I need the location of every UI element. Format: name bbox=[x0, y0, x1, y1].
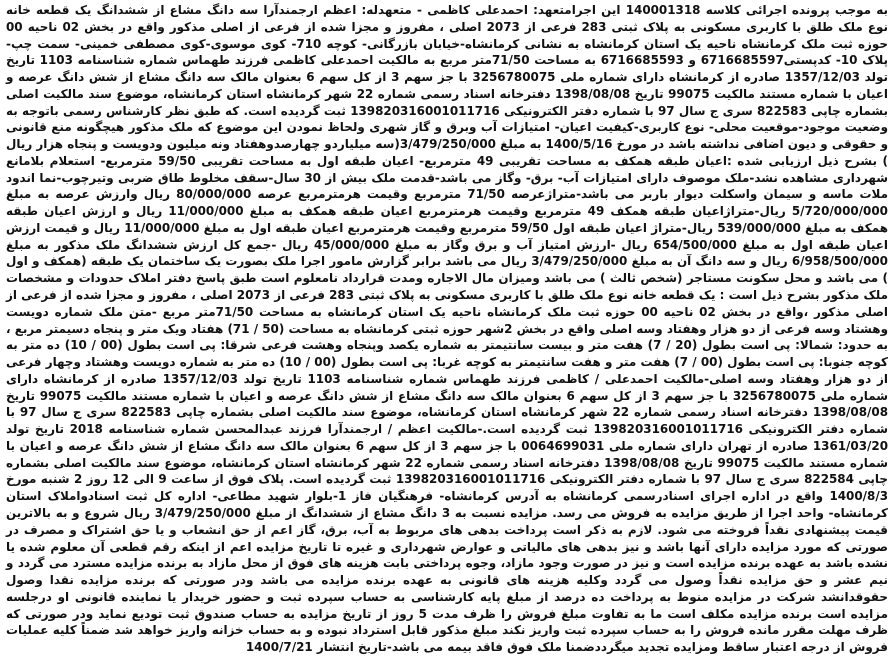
auction-notice-text: به موجب پرونده اجرائی کلاسه 140001318 این اجرامتعهد: احمدعلی کاظمی - متعهدله: اعظم ارجمندآرا سه دانگ مشاع از ششدانگ یک قطعه خانه نوع ملک طلق با کاربری مسکونی به پلاک ثبتی 283 فرعی از 2073 اصلی ، مفروز و مجزا شده از فرعی از اصلی مذکور واقع در بخش 02 ناحیه 00 حوزه ثبت ملک کرمانشاه ناحیه یک استان کرمانشاه به نشانی کرمانشاه-خیابان بازرگانی- کوچه 710- کوی موسوی-کوی مصطفی خمینی- سمت چپ- پلاک 10- کدپستی6716685597 و 6716685593 به مساحت 71/50متر مربع به مالکیت احمدعلی کاظمی فرزند طهماس شماره شناسنامه 1103 تاریخ تولد 1357/12/03 صادره از کرمانشاه دارای شماره ملی 3256780075 با جز سهم 3 از کل سهم 6 بعنوان مالک سه دانگ مشاع از شش دانگ عرصه و اعیان با شماره مستند مالکیت 99075 تاریخ 1398/08/08 دفترخانه اسناد رسمی شماره 22 شهر کرمانشاه استان کرمانشاه، موضوع سند مالکیت اصلی بشماره چاپی 822583 سری ج سال 97 با شماره دفتر الکترونیکی 139820316001011716 ثبت گردیده است. که طبق نظر کارشناس رسمی باتوجه به وضعیت موجود-موقعیت محلی- نوع کاربری-کیفیت اعیان- امتیازات آب وبرق و گاز شهری ولحاظ نمودن این موضوع که ملک مذکور هیچگونه منع قانونی و حقوقی و دیون اضافی نداشته باشد در مورخ 1400/5/16 به مبلغ 3/479/250/000(سه میلیاردو چهارصدوهفتاد ونه میلیون ودویست و پنجاه هزار ریال ) بشرح ذیل ارزیابی شده :اعیان طبقه همکف به مساحت تقریبی 49 مترمربع- اعیان طبقه اول به مساحت تقریبی 59/50 مترمربع- استعلام بلامانع شهرداری مشاهده نشد-ملک موصوف دارای امتیازات آب- برق- وگاز می باشد-قدمت ملک بیش از 30 سال-سقف مخلوط طاق ضربی وتیرچوب-نما اندود ملات ماسه و سیمان واسکلت دیوار باربر می باشد-متراژعرصه 71/50 مترمربع وقیمت هرمترمربع عرصه 80/000/000 ریال وارزش عرصه به مبلغ 5/720/000/000 ریال-متراژاعیان طبقه همکف 49 مترمربع وقیمت هرمترمربع اعیان طبقه همکف به مبلغ 11/000/000 ریال و ارزش اعیان طبقه همکف به مبلغ 539/000/000 ریال-متراژ اعیان طبقه اول 59/50 مترمربع وقیمت هرمترمربع اعیان طبقه اول به مبلغ 11/000/000 ریال و قیمت ارزش اعیان طبقه اول به مبلغ 654/500/000 ریال -ارزش امتیاز آب و برق وگاز به مبلغ 45/000/000 ریال -جمع کل ارزش ششدانگ ملک مذکور به مبلغ 6/958/500/000 ریال و سه دانگ آن به مبلغ 3/479/250/000 ریال می باشد برابر گزارش مامور اجرا ملک بصورت یک ساختمان یک طبقه (همکف و اول ) می باشد و محل سکونت مستاجر (شخص ثالث ) می باشد ومیزان مال الاجاره ومدت قرارداد نامعلوم است طبق پاسخ دفتر املاک حدودات و مشخصات ملک مذکور بشرح ذیل است : یک قطعه خانه نوع ملک طلق با کاربری مسکونی به پلاک ثبتی 283 فرعی از 2073 اصلی ، مفروز و مجزا شده از فرعی از اصلی مذکور ،واقع در بخش 02 ناحیه 00 حوزه ثبت ملک کرمانشاه ناحیه یک استان کرمانشاه به مساحت 71/50متر مربع -متن ملک شماره دویست وهشتاد وسه فرعی از دو هزار وهفتاد وسه اصلی واقع در بخش 2شهر حوزه ثبتی کرمانشاه به مساحت (50 / 71) هفتاد ویک متر و پنجاه دسیمتر مربع ، به حدود: شمالا: پی است بطول (20 / 7) هفت متر و بیست سانتیمتر به شماره یکصد وپنجاه وهشت فرعی شرقا: پی است بطول (00 / 10) ده متر به کوچه جنوبا: پی است بطول (00 / 7) هفت متر و هفت سانتیمتر به کوچه غربا: پی است بطول (00 / 10) ده متر به شماره دویست وهشتاد وچهار فرعی از دو هزار وهفتاد وسه اصلی-مالکیت احمدعلی / کاظمی فرزند طهماس شماره شناسنامه 1103 تاریخ تولد 1357/12/03 صادره از کرمانشاه دارای شماره ملی 3256780075 با جز سهم 3 از کل سهم 6 بعنوان مالک سه دانگ مشاع از شش دانگ عرصه و اعیان با شماره مستند مالکیت 99075 تاریخ 1398/08/08 دفترخانه اسناد رسمی شماره 22 شهر کرمانشاه استان کرمانشاه، موضوع سند مالکیت اصلی بشماره چاپی 822583 سری ج سال 97 با شماره دفتر الکترونیکی 139820316001011716 ثبت گردیده است.-مالکیت اعظم / ارجمندآرا فرزند عبدالمحسن شماره شناسنامه 2018 تاریخ تولد 1361/03/20 صادره از تهران دارای شماره ملی 0064699031 با جز سهم 3 از کل سهم 6 بعنوان مالک سه دانگ مشاع از شش دانگ عرصه و اعیان با شماره مستند مالکیت 99075 تاریخ 1398/08/08 دفترخانه اسناد رسمی شماره 22 شهر کرمانشاه استان کرمانشاه، موضوع سند مالکیت اصلی بشماره چاپی 822584 سری ج سال 97 با شماره دفتر الکترونیکی 139820316001011716 ثبت گردیده است. پلاک فوق از ساعت 9 الی 12 روز 2 شنبه مورخ 1400/8/3 واقع در اداره اجرای اسنادرسمی کرمانشاه به آدرس کرمانشاه- فرهنگیان فاز 1-بلوار شهید مطاعی- اداره کل ثبت اسنادواملاک استان کرمانشاه- واحد اجرا از طریق مزایده به فروش می رسد. مزایده نسبت به 3 دانگ مشاع از ششدانگ از مبلغ 3/479/250/000 ریال شروع و به بالاترین قیمت پیشنهادی نقداً فروخته می شود. لازم به ذکر است پرداخت بدهی های مربوط به آب، برق، گاز اعم از حق انشعاب و یا حق اشتراک و مصرف در صورتی که مورد مزایده دارای آنها باشد و نیز بدهی های مالیاتی و عوارض شهرداری و غیره تا تاریخ مزایده اعم از اینکه رقم قطعی آن معلوم شده یا نشده باشد به عهده برنده مزایده است و نیز در صورت وجود مازاد، وجوه پرداختی بابت هزینه های فوق از محل مازاد به برنده مزایده مسترد می گردد و نیم عشر و حق مزایده نقداً وصول می گردد وکلیه هزینه های قانونی به عهده برنده مزایده می باشد ودر صورتی که برنده مزایده نقدا وصول حقوقدانشد شرکت در مزایده منوط به پرداخت ده درصد از مبلغ پایه کارشناسی به حساب سپرده ثبت و حضور خریدار یا نماینده قانونی او درجلسه مزایده است برنده مزایده مکلف است ما به تفاوت مبلغ فروش را ظرف مدت 5 روز از تاریخ مزایده به حساب صندوق ثبت تودیع نماید ودر صورتی که ظرف مهلت مقرر مانده فروش را به حساب سپرده ثبت واریز نکند مبلغ مذکور قابل استرداد نبوده و به حساب خزانه واریز خواهد شد ضمناً کلیه عملیات فروش از درجه اعتبار ساقط ومزایده تجدید میگرددضمنا ملک فوق فاقد بیمه می باشد-تاریخ انتشار 1400/7/21 bbox=[6, 3, 889, 655]
